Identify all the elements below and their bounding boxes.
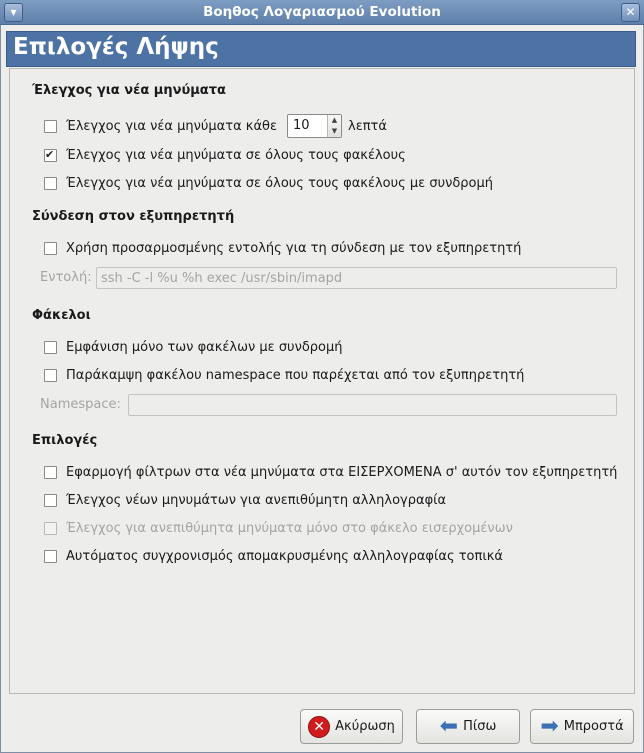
namespace-input[interactable] [128, 394, 617, 416]
page-title: Επιλογές Λήψης [13, 34, 219, 60]
check-subscribed-row[interactable] [44, 174, 493, 192]
check-every-label: Έλεγχος για νέα μηνύματα κάθε [66, 118, 277, 134]
junk-check-checkbox[interactable] [44, 494, 57, 507]
arrow-left-icon: ⬅ [439, 713, 459, 739]
cancel-button[interactable] [300, 709, 403, 744]
page-header [6, 31, 636, 67]
show-subscribed-row[interactable] [44, 338, 343, 356]
command-input[interactable]: ssh -C -l %u %h exec /usr/sbin/imapd [96, 267, 617, 289]
sync-remote-label: Αυτόματος συγχρονισμός απομακρυσμένης αλληλογραφίας τοπικά [66, 548, 503, 564]
back-button-label: Πίσω [463, 719, 497, 734]
receiving-options-panel [9, 68, 635, 694]
custom-command-row[interactable] [44, 239, 521, 257]
override-namespace-checkbox[interactable] [44, 369, 57, 382]
check-every-checkbox[interactable] [44, 120, 57, 133]
junk-inbox-row [44, 519, 513, 537]
show-subscribed-label: Εμφάνιση μόνο των φακέλων με συνδρομή [66, 339, 343, 355]
window-title: Βοηθος Λογαριασμού Evolution [203, 4, 441, 20]
back-button[interactable] [416, 709, 520, 744]
spin-up-icon[interactable]: ▲ [331, 116, 338, 124]
command-field-label: Εντολή: [40, 270, 92, 285]
junk-check-row[interactable] [44, 491, 446, 509]
show-subscribed-checkbox[interactable] [44, 341, 57, 354]
check-subscribed-checkbox[interactable] [44, 177, 57, 190]
junk-check-label: Έλεγχος νέων μηνυμάτων για ανεπιθύμητη αλληλογραφία [66, 492, 447, 508]
sync-remote-checkbox[interactable] [44, 550, 57, 563]
check-every-row[interactable] [44, 117, 387, 135]
forward-button[interactable] [530, 709, 634, 744]
check-all-folders-label: Έλεγχος για νέα μηνύματα σε όλους τους φακέλους [66, 147, 406, 163]
section-server-connection: Σύνδεση στον εξυπηρετητή [32, 209, 235, 224]
arrow-right-icon: ➡ [540, 713, 559, 739]
close-window-icon[interactable]: ✕ [621, 3, 640, 22]
junk-inbox-checkbox [44, 522, 57, 535]
minutes-label: λεπτά [348, 118, 387, 134]
override-namespace-label: Παράκαμψη φακέλου namespace που παρέχεται από τον εξυπηρετητή [66, 367, 525, 383]
custom-command-checkbox[interactable] [44, 242, 57, 255]
sync-remote-row[interactable] [44, 547, 503, 565]
section-options: Επιλογές [32, 433, 98, 448]
namespace-field-label: Namespace: [40, 397, 121, 412]
section-check-new: Έλεγχος για νέα μηνύματα [32, 83, 226, 98]
check-all-folders-checkbox[interactable] [44, 149, 57, 162]
override-namespace-row[interactable] [44, 366, 524, 384]
cancel-icon: ✕ [308, 716, 330, 738]
custom-command-label: Χρήση προσαρμοσμένης εντολής για τη σύνδεση με τον εξυπηρετητή [66, 240, 522, 256]
check-all-folders-row[interactable] [44, 146, 406, 164]
apply-filters-checkbox[interactable] [44, 466, 57, 479]
window-menu-icon[interactable]: ▾ [4, 3, 23, 22]
cancel-button-label: Ακύρωση [335, 719, 395, 734]
interval-value[interactable]: 10 [293, 118, 310, 133]
wizard-frame [0, 25, 644, 753]
apply-filters-label: Εφαρμογή φίλτρων στα νέα μηνύματα στα ΕΙΣΕΡΧΟΜΕΝΑ σ' αυτόν τον εξυπηρετητή [66, 464, 618, 480]
window-titlebar [0, 0, 644, 25]
forward-button-label: Μπροστά [563, 719, 624, 734]
junk-inbox-label: Έλεγχος για ανεπιθύμητα μηνύματα μόνο στο φάκελο εισερχομένων [66, 520, 513, 536]
check-subscribed-label: Έλεγχος για νέα μηνύματα σε όλους τους φακέλους με συνδρομή [66, 175, 494, 191]
section-folders: Φάκελοι [32, 308, 91, 323]
spin-down-icon[interactable]: ▼ [331, 127, 338, 135]
interval-spinbutton[interactable] [287, 114, 342, 138]
apply-filters-row[interactable] [44, 463, 617, 481]
